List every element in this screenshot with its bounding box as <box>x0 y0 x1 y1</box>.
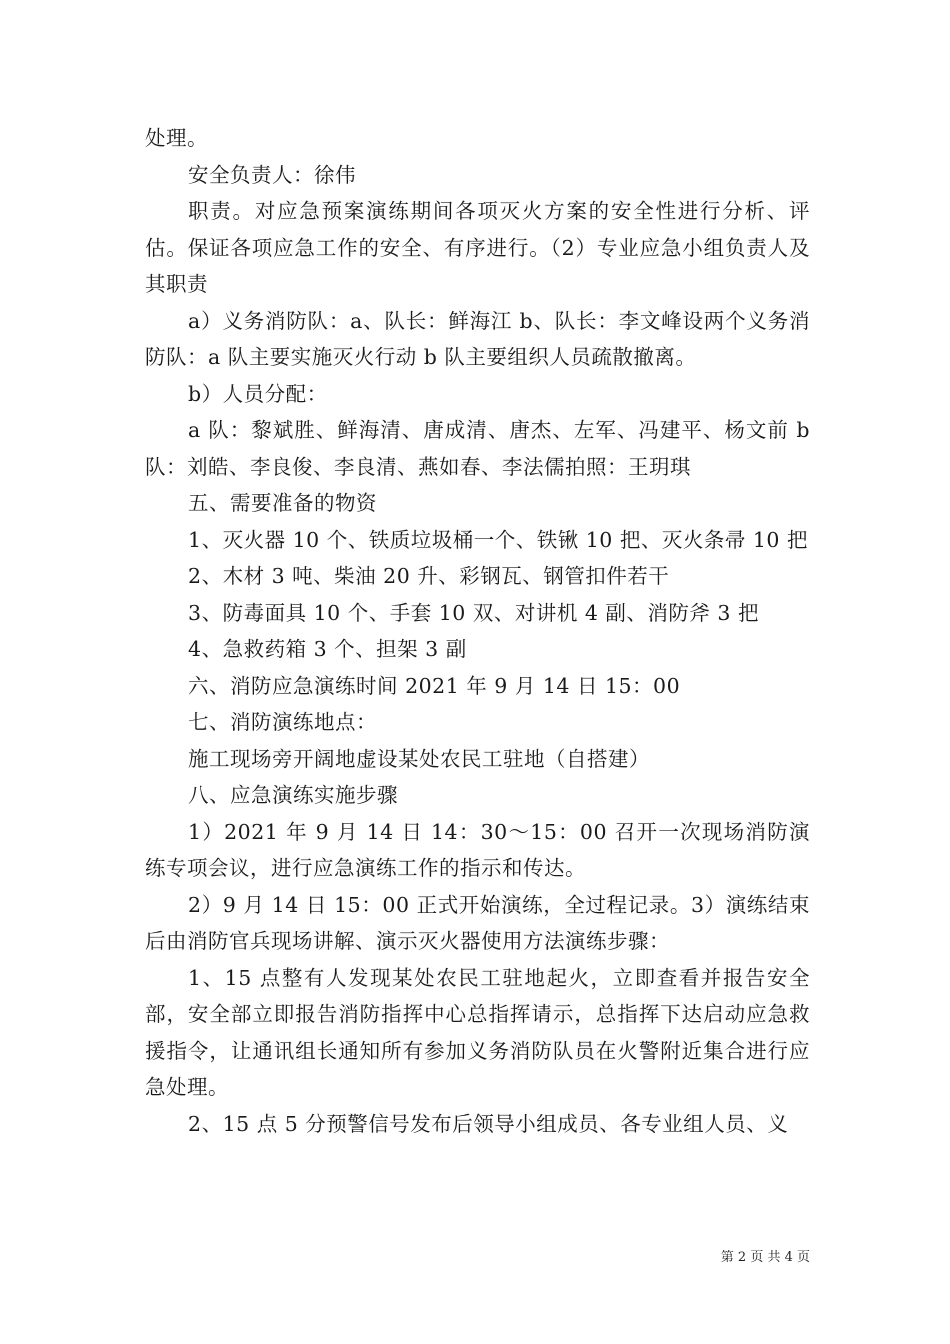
section-heading: 五、需要准备的物资 <box>188 491 378 515</box>
paragraph: 安全负责人：徐伟 <box>188 162 357 187</box>
section-heading: 七、消防演练地点： <box>188 710 378 734</box>
paragraph: 职责。对应急预案演练期间各项灭火方案的安全性进行分析、评估。保证各项应急工作的安全、有序进行。（2）专业应急小组负责人及其职责 <box>145 199 810 296</box>
list-item: 2、15 点 5 分预警信号发布后领导小组成员、各专业组人员、义 <box>188 1111 789 1136</box>
document-body <box>145 120 810 1142</box>
list-item: 2）9 月 14 日 15：00 正式开始演练，全过程记录。3）演练结束后由消防官兵现场讲解、演示灭火器使用方法演练步骤： <box>145 892 810 953</box>
list-item: 2、木材 3 吨、柴油 20 升、彩钢瓦、钢管扣件若干 <box>188 564 670 588</box>
paragraph: 处理。 <box>145 126 208 150</box>
section-heading: 六、消防应急演练时间 2021 年 9 月 14 日 15：00 <box>188 673 681 698</box>
list-item: 1）2021 年 9 月 14 日 14：30～15：00 召开一次现场消防演练专项会议，进行应急演练工作的指示和传达。 <box>145 819 810 880</box>
list-item: 1、15 点整有人发现某处农民工驻地起火，立即查看并报告安全部，安全部立即报告消防指挥中心总指挥请示，总指挥下达启动应急救援指令，让通讯组长通知所有参加义务消防队员在火警附近集合进行应急处理。 <box>145 965 810 1099</box>
list-item: 3、防毒面具 10 个、手套 10 双、对讲机 4 副、消防斧 3 把 <box>188 600 759 625</box>
paragraph: 施工现场旁开阔地虚设某处农民工驻地（自搭建） <box>188 746 651 771</box>
section-heading: 八、应急演练实施步骤 <box>188 783 399 807</box>
paragraph: a 队：黎斌胜、鲜海清、唐成清、唐杰、左军、冯建平、杨文前 b 队：刘皓、李良俊、李良清、燕如春、李法儒拍照：王玥琪 <box>145 418 810 479</box>
paragraph: b）人员分配： <box>188 381 328 406</box>
list-item: 4、急救药箱 3 个、担架 3 副 <box>188 637 467 661</box>
paragraph: a）义务消防队：a、队长：鲜海江 b、队长：李文峰设两个义务消防队：a 队主要实施灭火行动 b 队主要组织人员疏散撤离。 <box>145 308 810 369</box>
page-number: 第 2 页 共 4 页 <box>720 1250 810 1265</box>
list-item: 1、灭火器 10 个、铁质垃圾桶一个、铁锹 10 把、灭火条帚 10 把 <box>188 527 808 552</box>
